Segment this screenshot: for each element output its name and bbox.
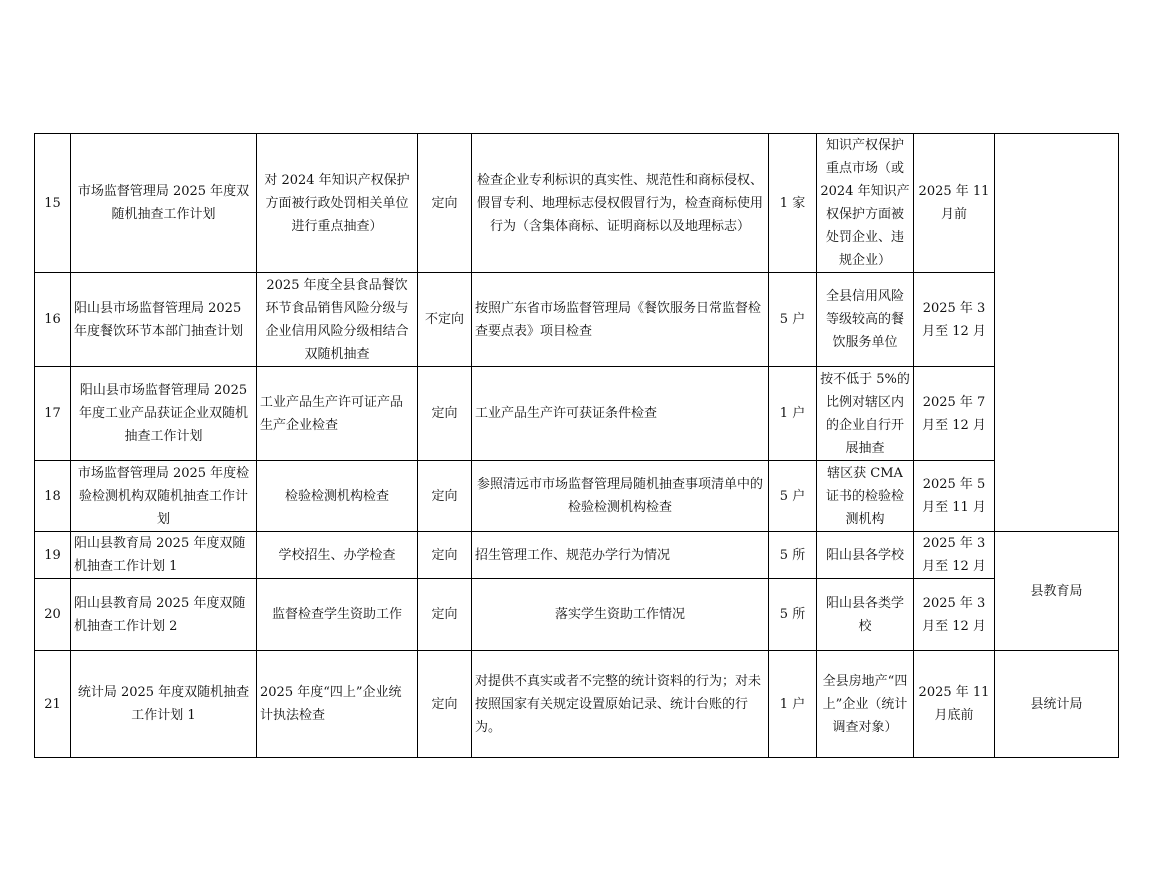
row-number: 16 — [35, 273, 71, 367]
table-row — [35, 367, 1119, 461]
row-number: 21 — [35, 651, 71, 758]
inspection-target: 阳山县各类学校 — [817, 579, 914, 651]
inspection-content: 对提供不真实或者不完整的统计资料的行为；对未按照国家有关规定设置原始记录、统计台账的行为。 — [472, 651, 769, 758]
inspection-type: 定向 — [418, 367, 472, 461]
table-row — [35, 651, 1119, 758]
inspection-item: 监督检查学生资助工作 — [257, 579, 418, 651]
plan-name: 市场监督管理局 2025 年度检验检测机构双随机抽查工作计划 — [71, 461, 257, 532]
inspection-count: 5 所 — [769, 579, 817, 651]
inspection-count: 5 户 — [769, 273, 817, 367]
row-number: 17 — [35, 367, 71, 461]
department-market — [995, 134, 1119, 532]
inspection-time: 2025 年 5 月至 11 月 — [914, 461, 995, 532]
inspection-plan-table — [34, 133, 1119, 758]
department-education: 县教育局 — [995, 532, 1119, 651]
inspection-item: 检验检测机构检查 — [257, 461, 418, 532]
inspection-target: 全县房地产“四上”企业（统计调查对象） — [817, 651, 914, 758]
inspection-type: 定向 — [418, 134, 472, 273]
department-statistics: 县统计局 — [995, 651, 1119, 758]
table-row — [35, 134, 1119, 273]
plan-name: 阳山县市场监督管理局 2025 年度工业产品获证企业双随机抽查工作计划 — [71, 367, 257, 461]
inspection-item: 对 2024 年知识产权保护方面被行政处罚相关单位进行重点抽查） — [257, 134, 418, 273]
inspection-count: 5 户 — [769, 461, 817, 532]
plan-name: 阳山县市场监督管理局 2025 年度餐饮环节本部门抽查计划 — [71, 273, 257, 367]
table-row — [35, 532, 1119, 579]
plan-name: 市场监督管理局 2025 年度双随机抽查工作计划 — [71, 134, 257, 273]
plan-name: 统计局 2025 年度双随机抽查工作计划 1 — [71, 651, 257, 758]
row-number: 20 — [35, 579, 71, 651]
inspection-item: 2025 年度“四上”企业统计执法检查 — [257, 651, 418, 758]
inspection-item: 工业产品生产许可证产品生产企业检查 — [257, 367, 418, 461]
table-row — [35, 273, 1119, 367]
inspection-type: 定向 — [418, 579, 472, 651]
inspection-content: 工业产品生产许可获证条件检查 — [472, 367, 769, 461]
inspection-content: 招生管理工作、规范办学行为情况 — [472, 532, 769, 579]
inspection-target: 按不低于 5%的比例对辖区内的企业自行开展抽查 — [817, 367, 914, 461]
inspection-content: 按照广东省市场监督管理局《餐饮服务日常监督检查要点表》项目检查 — [472, 273, 769, 367]
table-row — [35, 461, 1119, 532]
row-number: 19 — [35, 532, 71, 579]
inspection-time: 2025 年 3 月至 12 月 — [914, 273, 995, 367]
row-number: 18 — [35, 461, 71, 532]
inspection-type: 定向 — [418, 651, 472, 758]
inspection-count: 1 户 — [769, 651, 817, 758]
inspection-count: 1 家 — [769, 134, 817, 273]
inspection-count: 5 所 — [769, 532, 817, 579]
plan-name: 阳山县教育局 2025 年度双随机抽查工作计划 2 — [71, 579, 257, 651]
inspection-time: 2025 年 3 月至 12 月 — [914, 532, 995, 579]
inspection-time: 2025 年 11 月前 — [914, 134, 995, 273]
inspection-target: 辖区获 CMA 证书的检验检测机构 — [817, 461, 914, 532]
plan-name: 阳山县教育局 2025 年度双随机抽查工作计划 1 — [71, 532, 257, 579]
inspection-item: 2025 年度全县食品餐饮环节食品销售风险分级与企业信用风险分级相结合双随机抽查 — [257, 273, 418, 367]
inspection-content: 参照清远市市场监督管理局随机抽查事项清单中的检验检测机构检查 — [472, 461, 769, 532]
inspection-type: 不定向 — [418, 273, 472, 367]
inspection-target: 知识产权保护重点市场（或 2024 年知识产权保护方面被处罚企业、违规企业） — [817, 134, 914, 273]
inspection-type: 定向 — [418, 532, 472, 579]
inspection-time: 2025 年 3 月至 12 月 — [914, 579, 995, 651]
table-row — [35, 579, 1119, 651]
inspection-target: 阳山县各学校 — [817, 532, 914, 579]
inspection-content: 落实学生资助工作情况 — [472, 579, 769, 651]
inspection-count: 1 户 — [769, 367, 817, 461]
inspection-content: 检查企业专利标识的真实性、规范性和商标侵权、假冒专利、地理标志侵权假冒行为，检查商标使用行为（含集体商标、证明商标以及地理标志） — [472, 134, 769, 273]
row-number: 15 — [35, 134, 71, 273]
inspection-type: 定向 — [418, 461, 472, 532]
inspection-item: 学校招生、办学检查 — [257, 532, 418, 579]
inspection-time: 2025 年 11 月底前 — [914, 651, 995, 758]
inspection-time: 2025 年 7 月至 12 月 — [914, 367, 995, 461]
inspection-target: 全县信用风险等级较高的餐饮服务单位 — [817, 273, 914, 367]
